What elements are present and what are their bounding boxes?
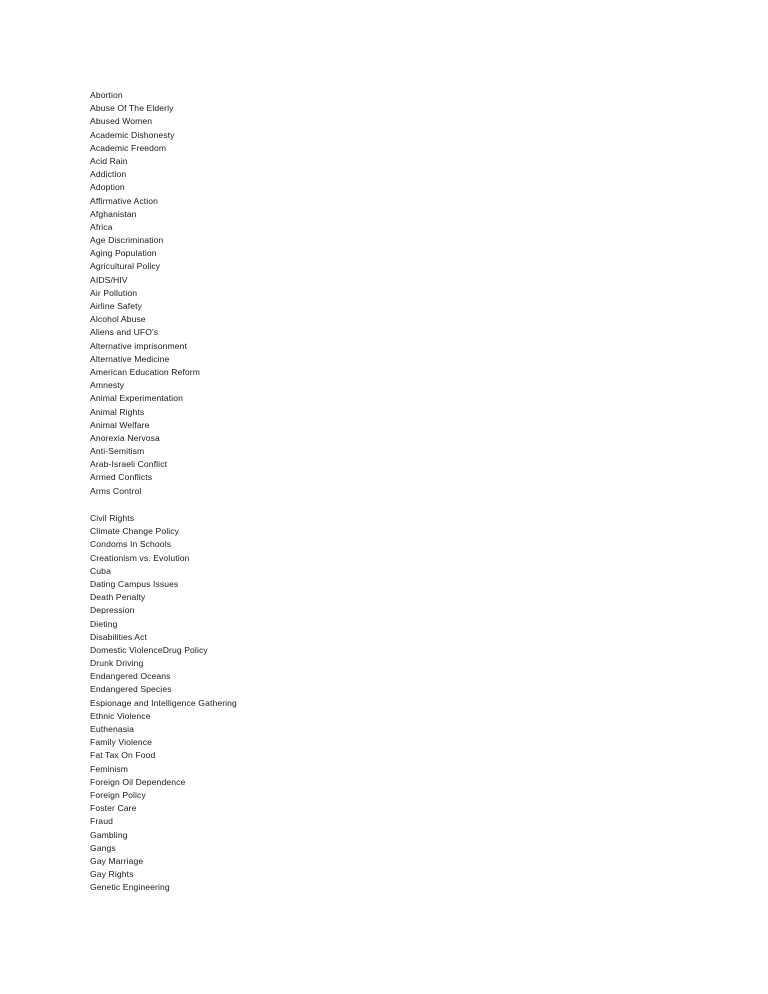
topic-item: Academic Dishonesty bbox=[90, 129, 175, 140]
topic-item: Age Discrimination bbox=[90, 235, 164, 246]
topic-item: Affirmative Action bbox=[90, 195, 159, 206]
topic-item: Anorexia Nervosa bbox=[90, 432, 160, 443]
topic-item: Alcohol Abuse bbox=[90, 314, 146, 325]
topic-item: Armed Conflicts bbox=[90, 472, 153, 483]
topic-item: Depression bbox=[90, 605, 135, 616]
topic-item: Adoption bbox=[90, 182, 125, 193]
topic-item: Amnesty bbox=[90, 380, 125, 391]
topic-item: Drunk Driving bbox=[90, 658, 144, 669]
topic-item: Air Pollution bbox=[90, 287, 138, 298]
topic-item: Acid Rain bbox=[90, 155, 128, 166]
topic-item: Family Violence bbox=[90, 737, 153, 748]
topic-item: Aliens and UFO's bbox=[90, 327, 159, 338]
topic-item: Endangered Species bbox=[90, 684, 172, 695]
topic-item: Gay Marriage bbox=[90, 855, 144, 866]
topic-item: Climate Change Policy bbox=[90, 526, 180, 537]
topic-item: Animal Experimentation bbox=[90, 393, 183, 404]
topic-item: AIDS/HIV bbox=[90, 274, 128, 285]
topic-item: Domestic ViolenceDrug Policy bbox=[90, 644, 208, 655]
topic-item: Gay Rights bbox=[90, 869, 134, 880]
topic-item: Disabilities Act bbox=[90, 631, 148, 642]
topic-item: Anti-Semitism bbox=[90, 446, 145, 457]
topic-item: Alternative imprisonment bbox=[90, 340, 187, 351]
topic-item: Academic Freedom bbox=[90, 142, 167, 153]
topic-item: Foreign Oil Dependence bbox=[90, 776, 186, 787]
topic-item: Animal Rights bbox=[90, 406, 145, 417]
topic-item: Genetic Engineering bbox=[90, 882, 170, 893]
topic-item: Gambling bbox=[90, 829, 128, 840]
topic-item: Arab-Israeli Conflict bbox=[90, 459, 168, 470]
topic-item: Ethnic Violence bbox=[90, 710, 151, 721]
topic-list-section-b bbox=[90, 512, 237, 894]
topic-item: Civil Rights bbox=[90, 513, 135, 523]
topic-item: Aging Population bbox=[90, 248, 157, 259]
topic-item: Airline Safety bbox=[90, 301, 143, 311]
topic-item: Gangs bbox=[90, 842, 116, 853]
topic-item: Dieting bbox=[90, 618, 118, 629]
topic-list-section-a bbox=[90, 89, 200, 498]
topic-item: Animal Welfare bbox=[90, 419, 150, 430]
topic-item: Feminism bbox=[90, 763, 129, 774]
topic-item: Dating Campus Issues bbox=[90, 578, 179, 589]
topic-item: Abuse Of The Elderly bbox=[90, 103, 174, 114]
topic-item: Cuba bbox=[90, 565, 111, 576]
topic-item: Euthenasia bbox=[90, 724, 135, 734]
topic-item: Creationism vs. Evolution bbox=[90, 552, 190, 563]
topic-item: Death Penalty bbox=[90, 592, 146, 603]
topic-item: Foreign Policy bbox=[90, 789, 146, 800]
topic-item: Abortion bbox=[90, 90, 123, 100]
topic-item: Alternative Medicine bbox=[90, 353, 170, 364]
topic-item: American Education Reform bbox=[90, 366, 200, 377]
topic-item: Agricultural Policy bbox=[90, 261, 161, 272]
topic-item: Endangered Oceans bbox=[90, 671, 171, 682]
topic-item: Fat Tax On Food bbox=[90, 750, 156, 761]
topic-item: Arms Control bbox=[90, 485, 142, 496]
topic-item: Fraud bbox=[90, 816, 113, 827]
topic-item: Addiction bbox=[90, 169, 127, 180]
topic-item: Africa bbox=[90, 221, 113, 232]
topic-item: Condoms In Schools bbox=[90, 539, 172, 550]
topic-item: Abused Women bbox=[90, 116, 153, 127]
topic-item: Espionage and Intelligence Gathering bbox=[90, 697, 237, 708]
topic-item: Afghanistan bbox=[90, 208, 137, 219]
topic-item: Foster Care bbox=[90, 803, 137, 814]
